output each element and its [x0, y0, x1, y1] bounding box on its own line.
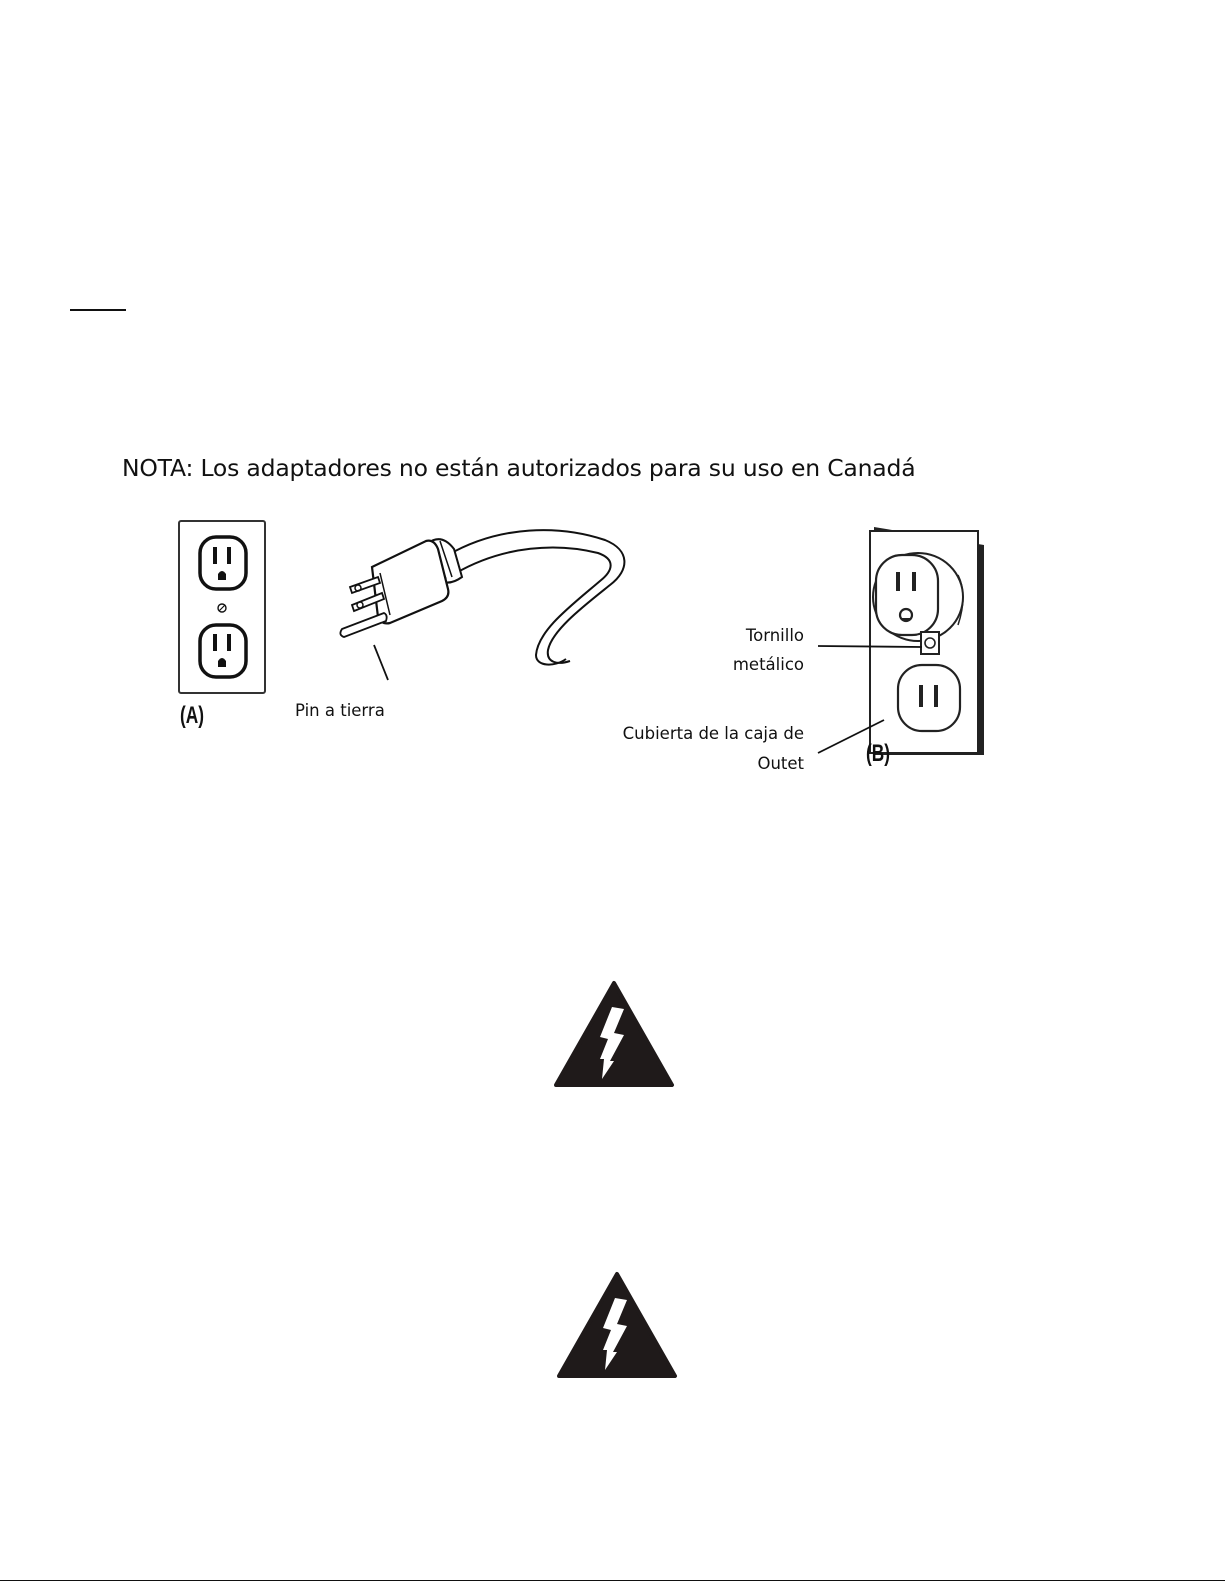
ground-pin-label: Pin a tierra [295, 701, 385, 720]
screw-label-line2: metálico [732, 655, 804, 674]
cover-label-line2: Outet [757, 754, 804, 773]
figure-label-b: (B) [866, 740, 890, 767]
cover-label-line1: Cubierta de la caja de [622, 724, 804, 743]
screw-label-line1: Tornillo [745, 626, 804, 645]
grounded-plug-icon [330, 515, 660, 685]
outlet-icon [178, 520, 268, 695]
electric-shock-warning-icon [554, 981, 674, 1089]
figure-label-a: (A) [180, 702, 204, 729]
electric-shock-warning-icon [557, 1272, 677, 1380]
page-bottom-rule [0, 1580, 1225, 1581]
underline-rule [70, 309, 126, 311]
note-title: NOTA: Los adaptadores no están autorizados para su uso en Canadá [122, 454, 916, 482]
